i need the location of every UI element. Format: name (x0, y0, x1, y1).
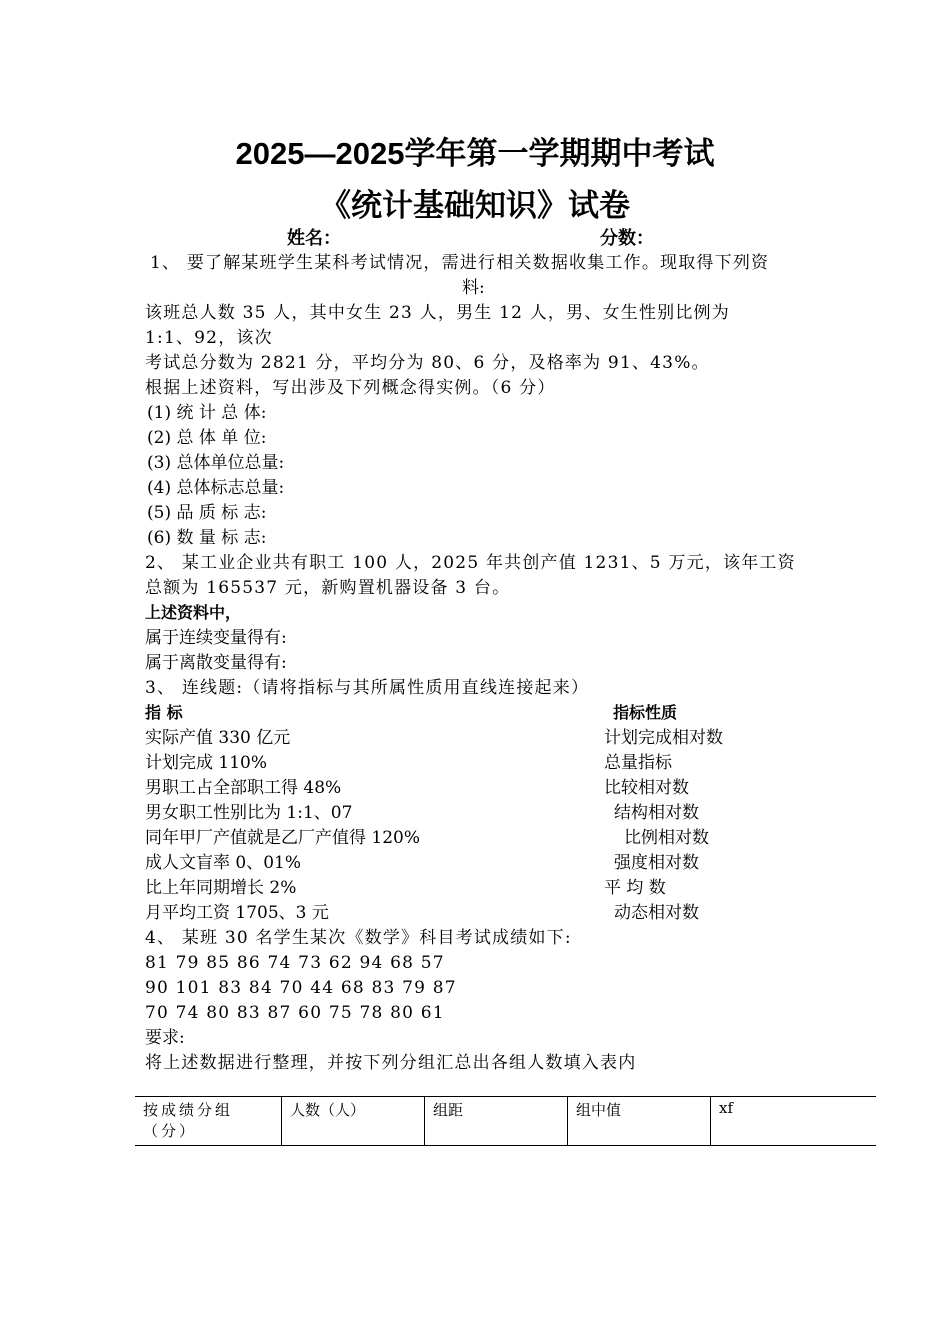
q1-item: (5) 品 质 标 志: (147, 503, 267, 523)
q3-indicator: 男职工占全部职工得 48% (145, 778, 342, 798)
q1-intro-line2: 料: (462, 278, 485, 298)
q4-scores-row: 90 101 83 84 70 44 68 83 79 87 (145, 978, 457, 998)
q1-data-line2: 1:1、92，该次 (145, 328, 273, 348)
table-header-cell: 组距 (425, 1097, 568, 1146)
q3-property: 强度相对数 (614, 853, 699, 873)
q3-property: 比例相对数 (624, 828, 709, 848)
q3-property: 动态相对数 (614, 903, 699, 923)
exam-subtitle: 《统计基础知识》试卷 (320, 188, 630, 223)
q4-prompt: 4、 某班 30 名学生某次《数学》科目考试成绩如下: (145, 928, 572, 948)
table-header-cell: 组中值 (568, 1097, 711, 1146)
q3-property: 平 均 数 (604, 878, 666, 898)
q4-req-text: 将上述数据进行整理，并按下列分组汇总出各组人数填入表内 (145, 1053, 637, 1073)
q3-indicator: 计划完成 110% (145, 753, 268, 773)
q1-item: (2) 总 体 单 位: (147, 428, 267, 448)
q3-indicator: 月平均工资 1705、3 元 (145, 903, 329, 923)
q3-indicator: 成人文盲率 0、01% (145, 853, 302, 873)
q3-indicator: 同年甲厂产值就是乙厂产值得 120% (145, 828, 421, 848)
q3-right-header: 指标性质 (613, 703, 678, 722)
q3-property: 总量指标 (604, 753, 672, 773)
q1-item: (4) 总体标志总量: (147, 478, 285, 498)
q2-heading: 上述资料中， (145, 603, 242, 622)
q2-discrete: 属于离散变量得有: (145, 653, 287, 673)
q3-property: 计划完成相对数 (604, 728, 723, 748)
q3-indicator: 比上年同期增长 2% (145, 878, 297, 898)
q4-req-label: 要求: (145, 1028, 185, 1048)
table-row (135, 1097, 876, 1146)
exam-title: 2025—2025学年第一学期期中考试 (235, 136, 715, 171)
q3-indicator: 男女职工性别比为 1:1、07 (145, 803, 353, 823)
q1-prompt: 根据上述资料，写出涉及下列概念得实例。（6 分） (145, 378, 556, 398)
q1-data-line1: 该班总人数 35 人，其中女生 23 人，男生 12 人，男、女生性别比例为 (145, 303, 730, 323)
q3-indicator: 实际产值 330 亿元 (145, 728, 291, 748)
q2-line2: 总额为 165537 元，新购置机器设备 3 台。 (145, 578, 511, 598)
q2-continuous: 属于连续变量得有: (145, 628, 287, 648)
q1-item: (3) 总体单位总量: (147, 453, 285, 473)
table-header-cell: 按成绩分组（分） (135, 1097, 282, 1146)
table-header-cell: xf (711, 1097, 877, 1146)
q1-intro-line1: 1、 要了解某班学生某科考试情况，需进行相关数据收集工作。现取得下列资 (150, 253, 770, 273)
q4-scores-row: 70 74 80 83 87 60 75 78 80 61 (145, 1003, 445, 1023)
q1-item: (6) 数 量 标 志: (147, 528, 267, 548)
name-label: 姓名： (287, 228, 341, 249)
q1-item: (1) 统 计 总 体: (147, 403, 267, 423)
q3-property: 比较相对数 (604, 778, 689, 798)
table-header-cell: 人数（人） (282, 1097, 425, 1146)
score-label: 分数： (600, 228, 654, 249)
q1-data-line3: 考试总分数为 2821 分，平均分为 80、6 分，及格率为 91、43%。 (145, 353, 710, 373)
q3-prompt: 3、 连线题:（请将指标与其所属性质用直线连接起来） (145, 678, 590, 698)
q2-line1: 2、 某工业企业共有职工 100 人，2025 年共创产值 1231、5 万元，该年工资 (145, 553, 796, 573)
q4-scores-row: 81 79 85 86 74 73 62 94 68 57 (145, 953, 445, 973)
q3-left-header: 指 标 (145, 703, 183, 722)
q3-property: 结构相对数 (614, 803, 699, 823)
grouping-table (135, 1096, 876, 1146)
